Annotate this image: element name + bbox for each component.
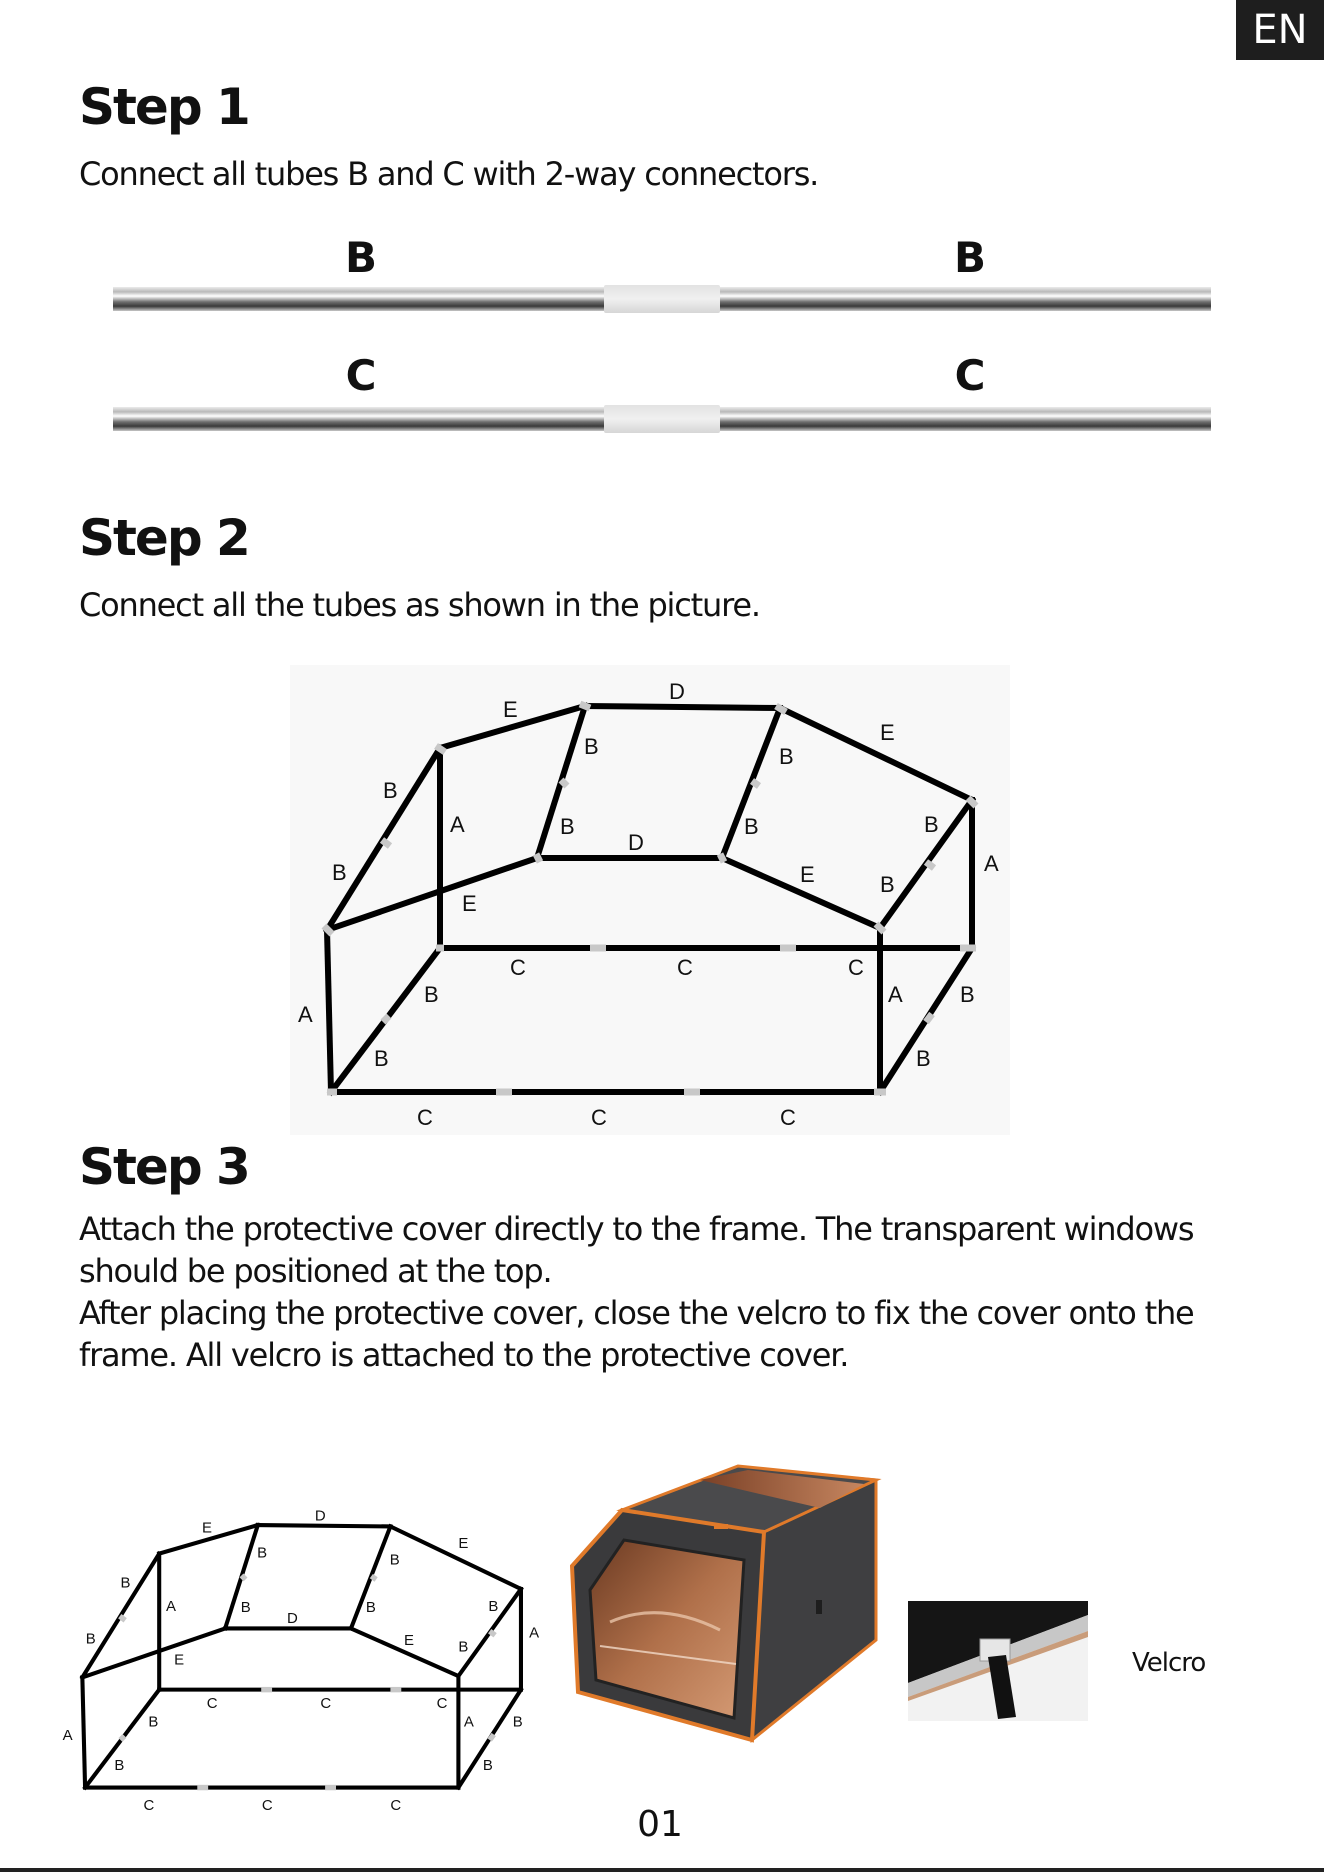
frame-label: E xyxy=(503,697,518,722)
frame-label: B xyxy=(880,872,895,897)
frame-label: E xyxy=(462,891,477,916)
step-2-title: Step 2 xyxy=(79,509,249,567)
frame-label: A xyxy=(888,982,903,1007)
page-number: 01 xyxy=(637,1804,683,1845)
frame-label: B xyxy=(560,814,575,839)
frame-label: E xyxy=(404,1631,414,1649)
tube-label-c-right: C xyxy=(954,351,986,400)
frame-label: C xyxy=(261,1797,273,1814)
frame-label: B xyxy=(584,734,599,759)
page-bottom-rule xyxy=(0,1868,1324,1872)
velcro-photo xyxy=(908,1601,1088,1721)
frame-label: E xyxy=(202,1519,213,1537)
frame-label: C xyxy=(591,1105,607,1130)
frame-label: C xyxy=(780,1105,796,1130)
frame-label: E xyxy=(800,862,815,887)
frame-label: A xyxy=(984,851,999,876)
frame-label: A xyxy=(166,1597,176,1615)
frame-label: C xyxy=(143,1797,155,1814)
velcro-label: Velcro xyxy=(1132,1648,1206,1678)
frame-label: A xyxy=(529,1624,540,1642)
frame-label: A xyxy=(62,1726,73,1744)
frame-label: C xyxy=(206,1695,218,1712)
step-3-title: Step 3 xyxy=(79,1138,249,1196)
step-2-text: Connect all the tubes as shown in the picture. xyxy=(79,586,760,624)
frame-label: B xyxy=(458,1638,469,1656)
frame-label: B xyxy=(960,982,975,1007)
frame-label: B xyxy=(512,1713,523,1731)
frame-label: E xyxy=(174,1651,185,1669)
frame-label: D xyxy=(669,679,685,704)
step-1-text: Connect all tubes B and C with 2-way connectors. xyxy=(79,155,819,193)
tube-label-c-left: C xyxy=(345,351,377,400)
tube-label-b-left: B xyxy=(344,233,377,282)
frame-label: C xyxy=(436,1695,448,1712)
frame-label: D xyxy=(314,1507,326,1525)
frame-label: E xyxy=(880,720,895,745)
frame-label: B xyxy=(365,1599,376,1617)
frame-label: A xyxy=(450,812,465,837)
frame-label: B xyxy=(257,1544,268,1562)
tube-label-b-right: B xyxy=(953,233,986,282)
frame-label: B xyxy=(424,982,439,1007)
frame-label: B xyxy=(389,1551,400,1569)
frame-label: C xyxy=(320,1695,332,1712)
frame-label: A xyxy=(463,1713,474,1731)
frame-label: B xyxy=(779,744,794,769)
frame-label: B xyxy=(482,1756,493,1774)
frame-label: A xyxy=(298,1002,313,1027)
frame-label: C xyxy=(848,955,864,980)
frame-label: B xyxy=(374,1046,389,1071)
frame-label: D xyxy=(287,1610,298,1627)
step-1-title: Step 1 xyxy=(79,78,249,136)
frame-label: E xyxy=(458,1535,469,1553)
frame-label: D xyxy=(628,830,644,855)
frame-label: B xyxy=(85,1630,96,1648)
frame-label: C xyxy=(417,1105,433,1130)
frame-label: B xyxy=(383,778,398,803)
frame-label: B xyxy=(120,1574,131,1592)
frame-label: B xyxy=(744,814,759,839)
frame-label: B xyxy=(148,1713,159,1731)
step-3-text-2: After placing the protective cover, close the velcro to fix the cover onto the frame. All velcro is attached to the protective cover. xyxy=(79,1294,1194,1374)
frame-label: C xyxy=(390,1797,402,1814)
frame-label: B xyxy=(488,1597,499,1615)
frame-label: C xyxy=(677,955,693,980)
step-3-text-1: Attach the protective cover directly to the frame. The transparent windows should be positioned at the top. xyxy=(79,1210,1194,1290)
frame-label: C xyxy=(510,955,526,980)
frame-label: B xyxy=(924,812,939,837)
frame-label: B xyxy=(332,860,347,885)
frame-label: B xyxy=(916,1046,931,1071)
frame-label: B xyxy=(240,1599,251,1617)
language-badge: EN xyxy=(1236,0,1324,60)
frame-label: B xyxy=(114,1756,125,1774)
